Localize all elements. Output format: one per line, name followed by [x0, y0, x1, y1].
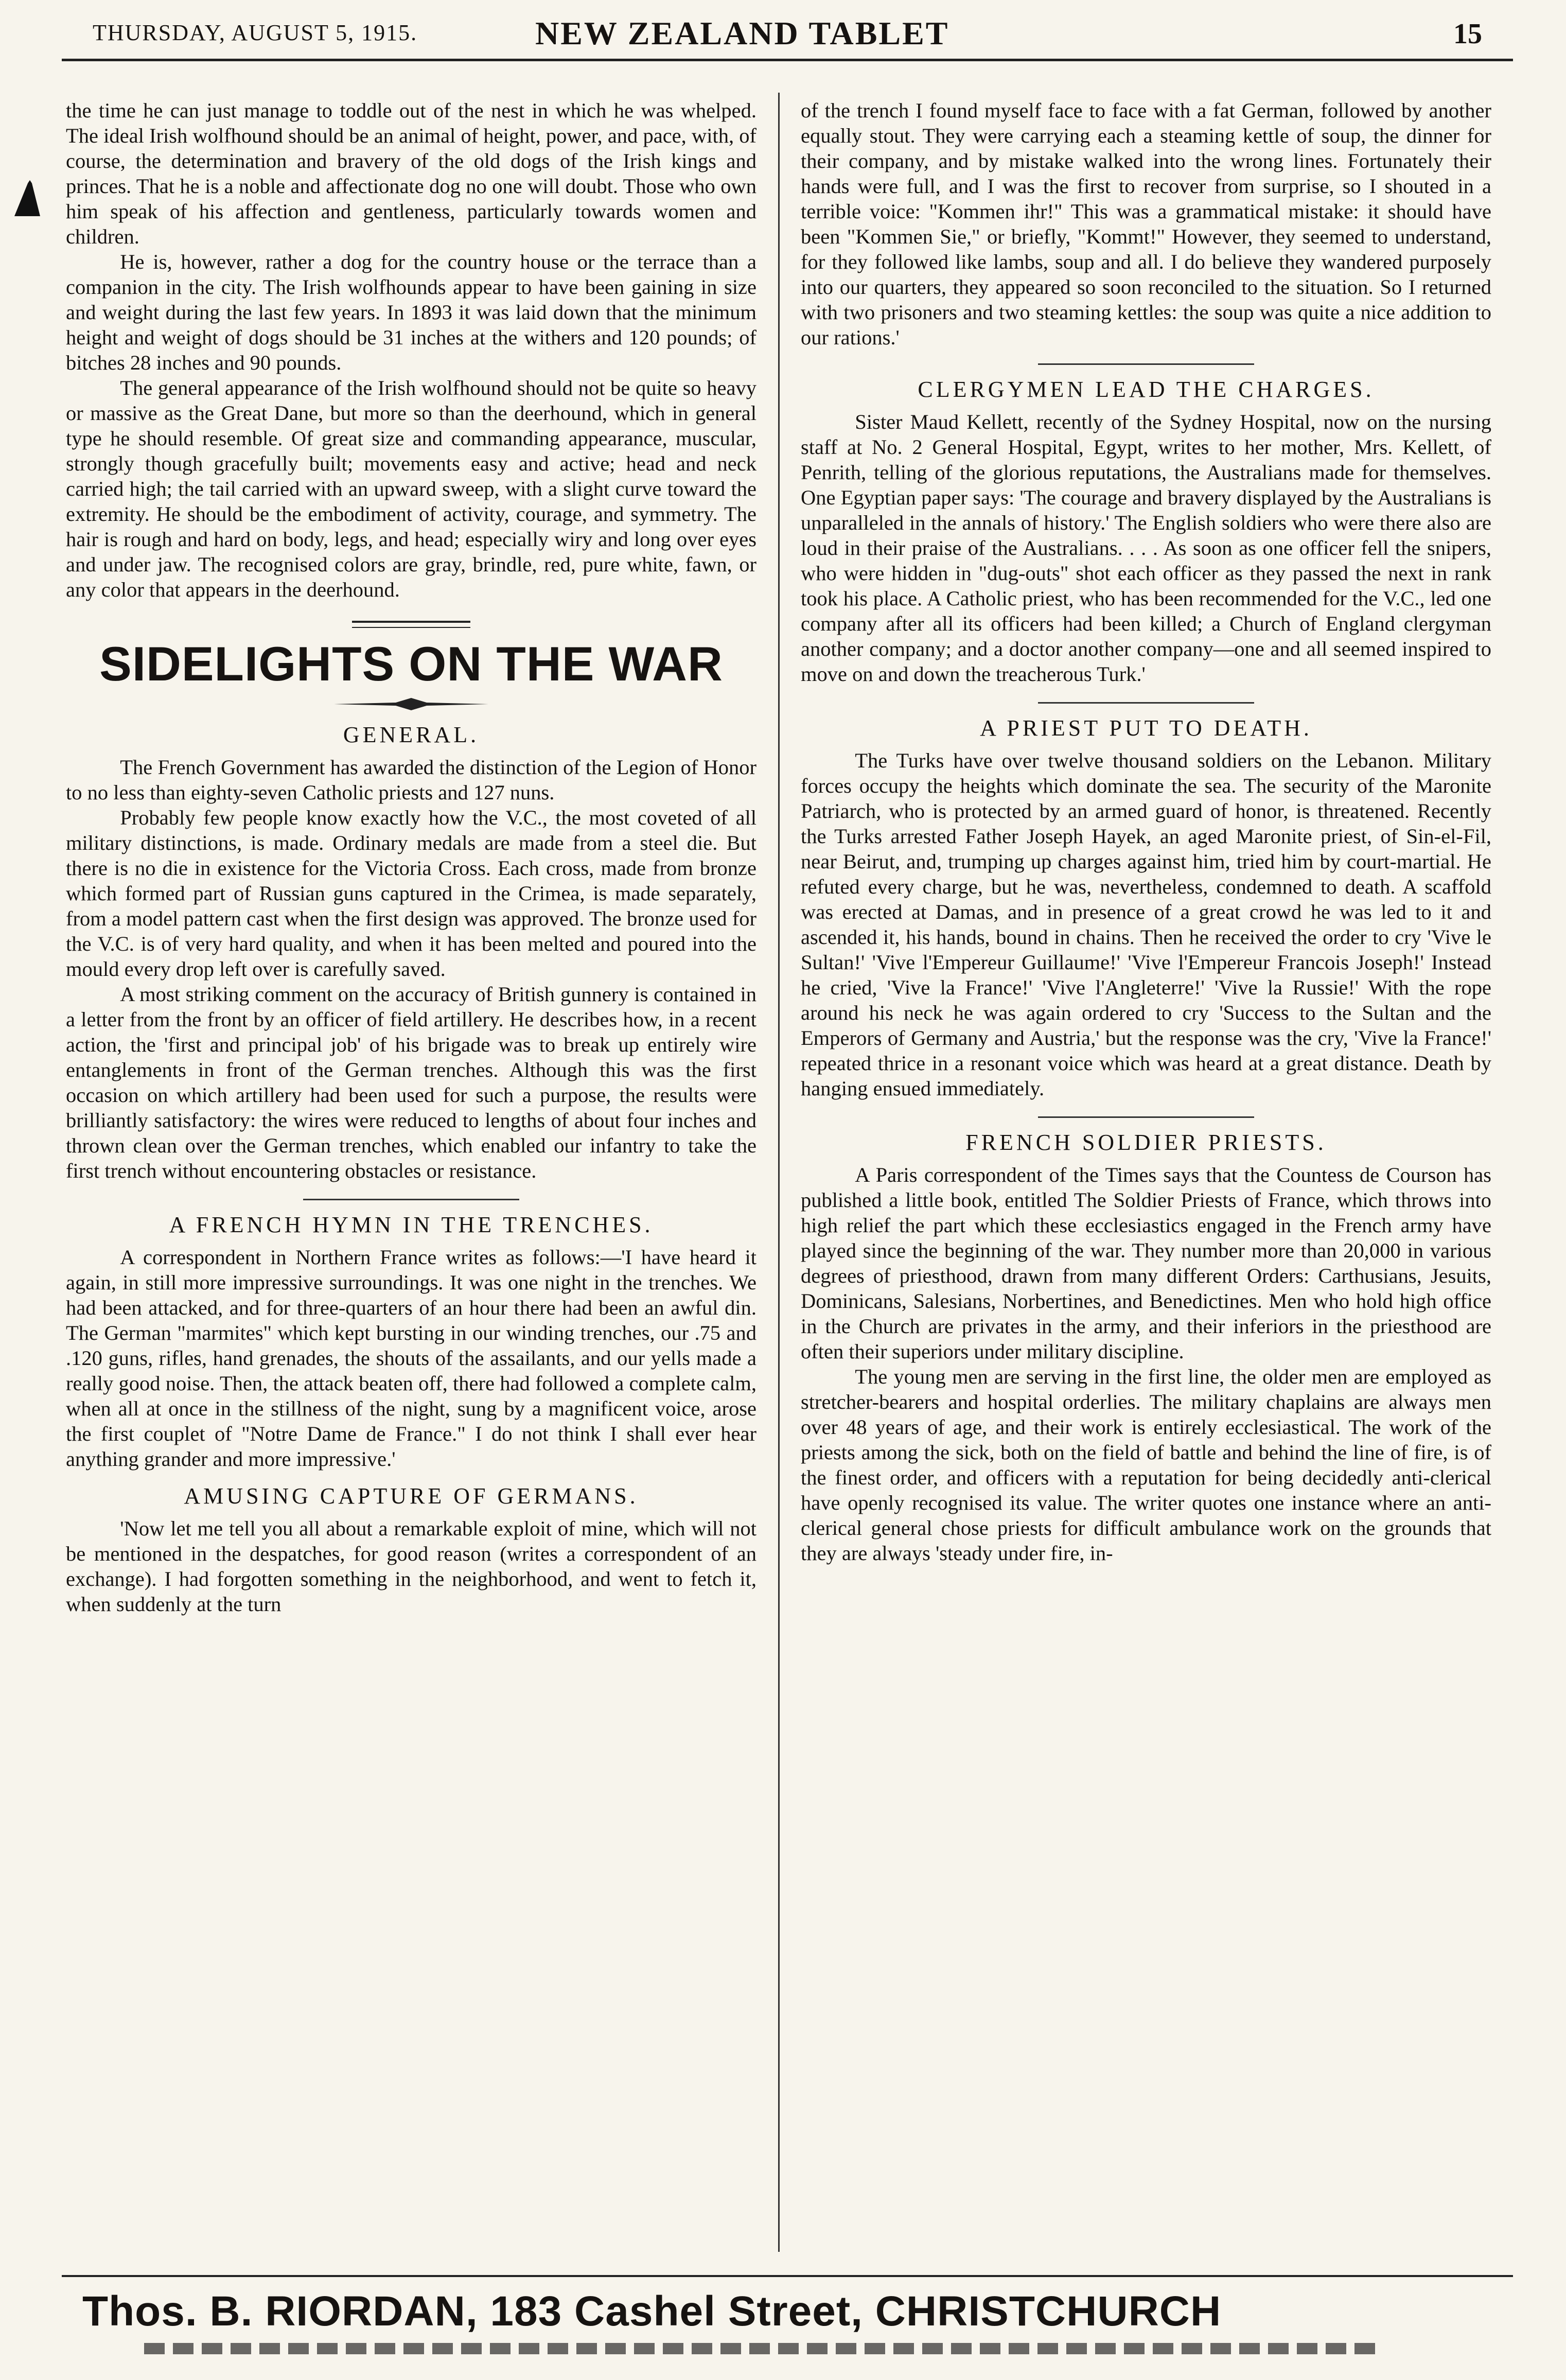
divider — [1038, 702, 1254, 704]
subheading-capture: AMUSING CAPTURE OF GERMANS. — [184, 1483, 639, 1509]
divider — [1038, 363, 1254, 365]
paragraph: A most striking comment on the accuracy of British gunnery is contained in a letter from the front by an officer of field artillery. He describes how, in a recent action, the 'first and principal job' of his brigade was to break up entirely wire entanglements in front of the German trenches. Although this was the first occasion on which artillery had been used for such a purpose, the results were brilliantly satisfactory: the wires were reduced to lengths of about four inches and thrown clean over the German trenches, which enabled our infantry to take the first trench without encountering obstacles or resistance. — [66, 983, 756, 1182]
paragraph: The young men are serving in the first line, the older men are employed as stretcher-bearers and hospital orderlies. The military chaplains are always men over 48 years of age, and their work is entirely ecclesiastical. The work of the priests among the sick, both on the field of battle and behind the line of fire, is of the finest order, and officers with a reputation for being decidedly anti-clerical have openly recognised its value. The writer quotes one instance where an anti-clerical general chose priests for difficult ambulance work on the grounds that they are always 'steady under fire, in- — [801, 1365, 1491, 1565]
subheading-priest: A PRIEST PUT TO DEATH. — [980, 715, 1312, 741]
paragraph: He is, however, rather a dog for the country house or the terrace than a companion in the city. The Irish wolfhounds appear to have been gaining in size and weight during the last few years. In 1893 it was laid down that the minimum height and weight of dogs should be 31 inches at the withers and 120 pounds; of bitches 28 inches and 90 pounds. — [66, 250, 756, 374]
divider — [352, 627, 470, 628]
paragraph: A correspondent in Northern France writes as follows:—'I have heard it again, in still more impressive surroundings. It was one night in the trenches. We had been attacked, and for three-quarters of an hour there had been an awful din. The German "marmites" which kept bursting in our winding trenches, our .75 and .120 guns, rifles, hand grenades, the shouts of the assailants, and our yells made a really good noise. Then, the attack beaten off, there had followed a complete calm, when all at once in the stillness of the night, sung by a magnificent voice, arose the first couplet of "Notre Dame de France." I do not think I shall ever hear anything grander and more impressive.' — [66, 1246, 756, 1471]
subheading-general: GENERAL. — [343, 722, 480, 747]
subheading-clergymen: CLERGYMEN LEAD THE CHARGES. — [918, 377, 1375, 402]
divider — [303, 1199, 519, 1200]
paragraph: of the trench I found myself face to face with a fat German, followed by another equally stout. They were carrying each a steaming kettle of soup, the dinner for their company, and by mistake walked into the wrong lines. Fortunately their hands were full, and I was the first to recover from surprise, so I shouted in a terrible voice: "Kommen ihr!" This was a grammatical mistake: it should have been "Kommen Sie," or briefly, "Kommt!" However, they seemed to understand, for they followed like lambs, soup and all. I do believe they wandered purposely into our quarters, they appeared so soon reconciled to the situation. So I returned with two prisoners and two steaming kettles: the soup was quite a nice addition to our rations.' — [801, 99, 1491, 349]
paragraph: 'Now let me tell you all about a remarkable exploit of mine, which will not be mentioned in the despatches, for good reason (writes a correspondent of an exchange). I had forgotten something in the neighborhood, and went to fetch it, when suddenly at the turn — [66, 1517, 756, 1616]
section-heading: SIDELIGHTS ON THE WAR — [99, 637, 723, 691]
paragraph: Probably few people know exactly how the V.C., the most coveted of all military distinctions, is made. Ordinary medals are made from a steel die. But there is no die in existence for the Victoria Cross. Each cross, made from bronze which formed part of Russian guns captured in the Crimea, is made separately, from a model pattern cast when the first design was approved. The bronze used for the V.C. is of very hard quality, and when it has been melted and poured into the mould every drop left over is carefully saved. — [66, 806, 756, 981]
ornament-rule-icon — [334, 698, 488, 710]
left-column — [66, 98, 756, 1617]
page-number: 15 — [1453, 18, 1482, 50]
divider — [1038, 1116, 1254, 1118]
page-header — [62, 14, 1513, 61]
paragraph: Sister Maud Kellett, recently of the Sydney Hospital, now on the nursing staff at No. 2 General Hospital, Egypt, writes to her mother, Mrs. Kellett, of Penrith, telling of the glorious reputations, the Australians made for themselves. One Egyptian paper says: 'The courage and bravery displayed by the Australians is unparalleled in the annals of history.' The English soldiers who were there also are loud in their praise of the Australians. . . . As soon as one officer fell the snipers, who were hidden in "dug-outs" shot each officer as they passed the next in rank took his place. A Catholic priest, who has been recommended for the V.C., led one company after all its officers had been killed; a Church of England clergyman another company; and a doctor another company—one and all seemed inspired to move on and down the treacherous Turk.' — [801, 410, 1491, 686]
margin-mark-icon — [9, 180, 45, 226]
column-divider — [778, 93, 780, 2252]
right-column — [801, 98, 1491, 1566]
cut-off-text-strip — [144, 2343, 1379, 2354]
masthead-title: NEW ZEALAND TABLET — [535, 15, 949, 51]
wolfhound-article — [66, 98, 756, 602]
paragraph: The general appearance of the Irish wolfhound should not be quite so heavy or massive as the Great Dane, but more so than the deerhound, which in general type he should resemble. Of great size and commanding appearance, muscular, strongly though gracefully built; movements easy and active; head and neck carried high; the tail carried with an upward sweep, with a slight curve toward the extremity. He should be the embodiment of activity, courage, and symmetry. The hair is rough and hard on body, legs, and head; especially wiry and long over eyes and under jaw. The recognised colors are gray, brindle, red, pure white, fawn, or any color that appears in the deerhound. — [66, 376, 756, 601]
paragraph: A Paris correspondent of the Times says that the Countess de Courson has published a little book, entitled The Soldier Priests of France, which throws into high relief the part which these ecclesiastics engaged in the French army have played since the beginning of the war. They number more than 20,000 in various degrees of priesthood, drawn from many different Orders: Carthusians, Jesuits, Dominicans, Salesians, Norbertines, and Benedictines. Men who hold high office in the Church are privates in the army, and their inferiors in the priesthood are often their superiors under military discipline. — [801, 1163, 1491, 1363]
paragraph: the time he can just manage to toddle out of the nest in which he was whelped. The ideal Irish wolfhound should be an animal of height, power, and pace, with, of course, the determination and bravery of the old dogs of the Irish kings and princes. That he is a noble and affectionate dog no one will doubt. Those who own him speak of his affection and gentleness, particularly towards women and children. — [66, 99, 756, 248]
footer-advertisement — [62, 2275, 1513, 2354]
paragraph: The Turks have over twelve thousand soldiers on the Lebanon. Military forces occupy the heights which dominate the sea. The security of the Maronite Patriarch, who is protected by an armed guard of honor, is threatened. Recently the Turks arrested Father Joseph Hayek, an aged Maronite priest, of Sin-el-Fil, near Beirut, and, trumping up charges against him, tried him by court-martial. He refuted every charge, but he was, nevertheless, condemned to death. A scaffold was erected at Damas, and in presence of a great crowd he was led to it and ascended it, his hands, bound in chains. Then he received the order to cry 'Vive le Sultan!' 'Vive l'Empereur Guillaume!' 'Vive l'Empereur Francois Joseph!' Instead he cried, 'Vive la France!' 'Vive l'Angleterre!' 'Vive la Russie!' With the rope around his neck he was again ordered to cry 'Success to the Sultan and the Emperors of Germany and Austria,' but the response was the cry, 'Vive la France!' repeated thrice in a resonant voice which was heard at a great distance. Death by hanging ensued immediately. — [801, 749, 1491, 1100]
subheading-hymn: A FRENCH HYMN IN THE TRENCHES. — [169, 1212, 654, 1237]
advertisement-text: Thos. B. RIORDAN, 183 Cashel Street, CHRISTCHURCH — [82, 2288, 1222, 2335]
paragraph: The French Government has awarded the distinction of the Legion of Honor to no less than eighty-seven Catholic priests and 127 nuns. — [66, 756, 756, 804]
issue-date: THURSDAY, AUGUST 5, 1915. — [93, 20, 418, 45]
subheading-soldier-priests: FRENCH SOLDIER PRIESTS. — [965, 1130, 1327, 1155]
